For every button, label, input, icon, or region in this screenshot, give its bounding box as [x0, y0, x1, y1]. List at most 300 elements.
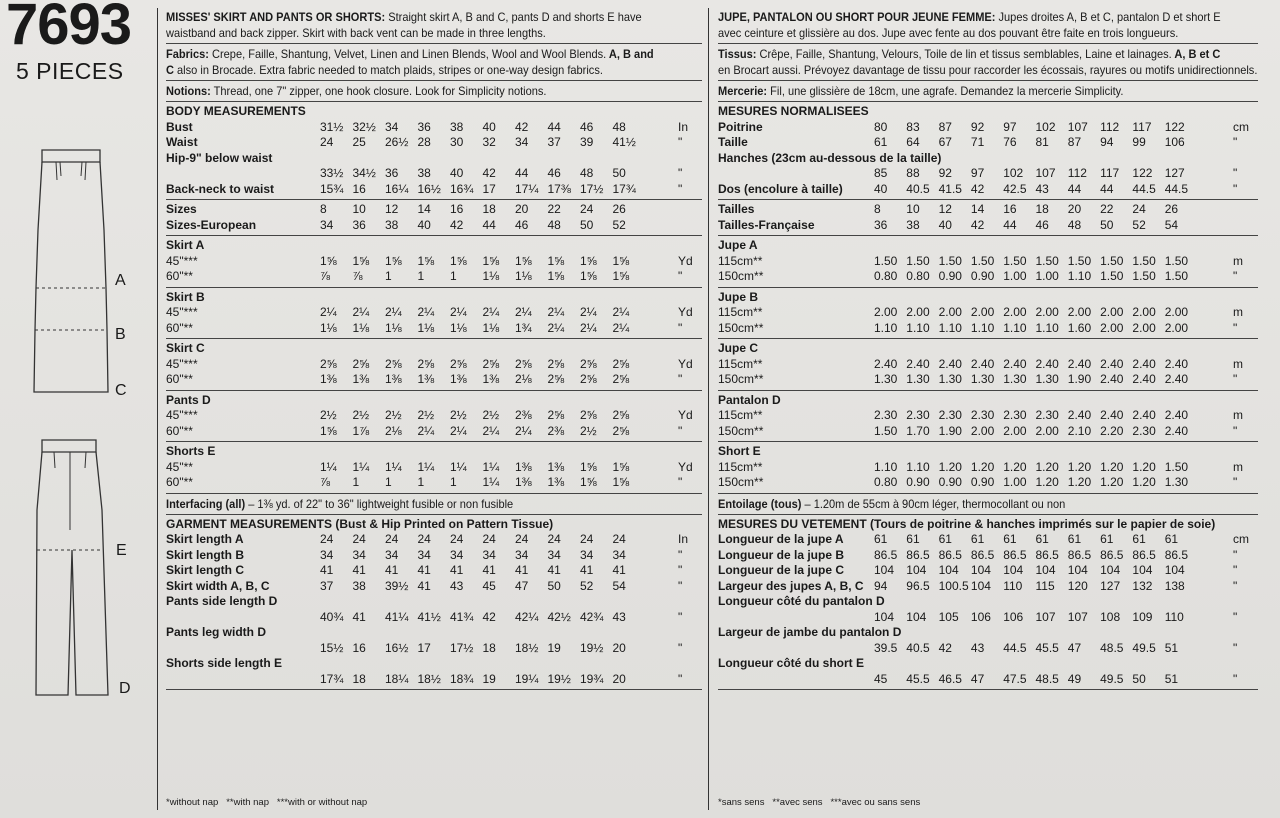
cell-value: 2½	[385, 408, 402, 422]
cell-value: 42	[515, 119, 529, 134]
unit: "	[678, 609, 683, 624]
cell-value: 2.40	[1164, 408, 1189, 422]
table-row	[718, 625, 1258, 641]
section-title-text: Shorts E	[166, 444, 216, 458]
divider	[166, 390, 702, 391]
section-title	[718, 104, 1258, 120]
cell-value: 49.5	[1100, 671, 1124, 686]
cell-value: 99	[1132, 135, 1146, 149]
row-name: Dos (encolure à taille)	[718, 181, 843, 196]
cell-value: 1⅛	[482, 320, 500, 335]
cell-value: 2.30	[938, 408, 962, 422]
cell-value: 2¼	[612, 305, 630, 319]
cell-value: 48	[547, 217, 561, 232]
cell-value: 1⅝	[612, 253, 630, 268]
cell-value: 106	[1003, 609, 1024, 624]
cell-value: 1.50	[970, 253, 995, 268]
cell-value: 105	[938, 609, 959, 624]
cell-value: 86.5	[1132, 547, 1156, 562]
cell-value: 87	[1067, 135, 1082, 149]
divider	[718, 235, 1258, 236]
cell-value: 40	[450, 166, 464, 180]
cell-value: 2⅝	[580, 356, 597, 371]
cell-value: 1⅜	[515, 475, 532, 489]
cell-value: 50	[1132, 671, 1146, 686]
product-description: avec ceinture et glissière au dos. Jupe avec fente au dos pouvant être faite en trois longueurs.	[718, 26, 1179, 40]
cell-value: 32	[482, 135, 496, 149]
cell-value: 34	[515, 547, 529, 562]
cell-value: 20	[1067, 202, 1082, 216]
cell-value: 44.5	[1164, 181, 1189, 196]
cell-value: 19¾	[580, 671, 604, 686]
cell-value: 48.5	[1100, 640, 1124, 655]
cell-value: 2.00	[906, 305, 930, 319]
cell-value: 86.5	[1164, 547, 1189, 562]
unit: "	[1233, 423, 1238, 438]
cell-value: 34	[450, 547, 464, 562]
cell-value: 1⅛	[385, 320, 402, 335]
table-row	[718, 182, 1258, 198]
cell-value: 41	[547, 563, 561, 577]
table-row	[166, 641, 702, 657]
cell-value: 1.10	[874, 459, 898, 474]
cell-value: 86.5	[1067, 547, 1092, 562]
cell-value: 1.30	[906, 372, 930, 386]
cell-value: 1	[385, 269, 392, 283]
cell-value: 18	[482, 202, 496, 216]
table-row	[718, 579, 1258, 595]
cell-value: 16¼	[385, 181, 409, 196]
cell-value: 36	[385, 166, 399, 180]
unit: "	[1233, 547, 1238, 562]
section-title-text: Skirt C	[166, 341, 205, 355]
cell-value: 2.20	[1100, 423, 1124, 438]
unit: "	[678, 320, 683, 335]
divider	[718, 514, 1258, 515]
row-name: Poitrine	[718, 119, 763, 134]
cell-value: 2½	[580, 423, 597, 438]
section-title	[166, 444, 702, 460]
cell-value: 46	[515, 217, 529, 232]
table-row	[718, 151, 1258, 167]
cell-value: 2.40	[1035, 356, 1059, 371]
product-title	[718, 9, 1221, 25]
cell-value: 43	[612, 609, 626, 624]
row-name: Sizes-European	[166, 217, 257, 232]
cell-value: 1⅜	[547, 475, 565, 489]
cell-value: 41	[385, 563, 399, 577]
cell-value: 34	[580, 547, 594, 562]
row-name: Pants leg width D	[166, 625, 267, 639]
section-title-text: Jupe B	[718, 289, 759, 304]
cell-value: 67	[938, 135, 952, 149]
cell-value: 1.90	[1067, 372, 1092, 386]
cell-value: 2⅝	[352, 356, 370, 371]
table-row	[166, 202, 702, 218]
cell-value: 61	[1132, 532, 1146, 546]
cell-value: 16¾	[450, 181, 474, 196]
cell-value: 1	[450, 269, 457, 283]
footnote-en: *without nap **with nap ***with or without nap	[166, 797, 368, 808]
cell-value: 2.00	[1067, 305, 1092, 319]
cell-value: 86.5	[906, 547, 930, 562]
cell-value: 0.90	[906, 475, 930, 489]
cell-value: 122	[1164, 119, 1185, 134]
cell-value: 104	[1164, 563, 1185, 577]
cell-value: 86.5	[1035, 547, 1059, 562]
cell-value: 51	[1164, 671, 1179, 686]
cell-value: 96.5	[906, 578, 930, 593]
cell-value: 2⅝	[547, 372, 565, 386]
cell-value: 19	[547, 640, 561, 655]
cell-value: 104	[874, 609, 895, 624]
cell-value: 1⅜	[482, 372, 500, 386]
cell-value: 18¾	[450, 671, 474, 686]
cell-value: 2½	[450, 408, 467, 422]
cell-value: 86.5	[970, 547, 995, 562]
cell-value: 1.20	[1035, 475, 1059, 489]
cell-value: 107	[1035, 166, 1056, 180]
cell-value: 100.5	[938, 578, 969, 593]
cell-value: 17⅜	[547, 181, 571, 196]
cell-value: 50	[612, 166, 626, 180]
cell-value: 17½	[450, 640, 474, 655]
cell-value: 47.5	[1003, 671, 1027, 686]
table-row	[718, 372, 1258, 388]
cell-value: 2.40	[1164, 372, 1189, 386]
view-label-d: D	[119, 680, 131, 697]
cell-value: 1¼	[417, 459, 435, 474]
cell-value: 1.20	[1067, 459, 1092, 474]
cell-value: 88	[906, 166, 920, 180]
cell-value: 41	[352, 609, 366, 624]
cell-value: 40	[938, 217, 952, 232]
cell-value: 30	[450, 135, 464, 149]
cell-value: 1.20	[1035, 459, 1059, 474]
cell-value: 38	[906, 217, 920, 232]
cell-value: 80	[874, 119, 888, 134]
table-row	[166, 182, 702, 198]
table-row	[166, 372, 702, 388]
cell-value: 1.10	[906, 320, 930, 335]
cell-value: 24	[515, 532, 529, 546]
cell-value: 17	[417, 640, 431, 655]
view-label-c: C	[115, 382, 127, 399]
cell-value: 2.40	[1067, 356, 1092, 371]
cell-value: 1.20	[1132, 475, 1156, 489]
cell-value: 61	[970, 532, 985, 546]
notions-text	[166, 83, 659, 99]
cell-value: 2.00	[970, 423, 995, 438]
cell-value: 1.30	[970, 372, 995, 386]
cell-value: 2¼	[385, 305, 402, 319]
table-row	[718, 218, 1258, 234]
cell-value: 50	[580, 217, 594, 232]
row-name: 150cm**	[718, 269, 764, 283]
table-row	[718, 532, 1258, 548]
cell-value: 112	[1100, 119, 1120, 134]
cell-value: 1.10	[906, 459, 930, 474]
row-name: 60"**	[166, 269, 193, 283]
divider	[166, 235, 702, 236]
cell-value: 41	[612, 563, 626, 577]
cell-value: 104	[1003, 563, 1024, 577]
cell-value: 46	[580, 119, 594, 134]
cell-value: 42¼	[515, 609, 539, 624]
fabrics-view-c: en	[718, 63, 731, 77]
cell-value: 117	[1100, 166, 1120, 180]
cell-value: 42	[450, 217, 464, 232]
cell-value: 138	[1164, 578, 1185, 593]
cell-value: 1.20	[938, 459, 962, 474]
cell-value: 1⅜	[515, 459, 532, 474]
cell-value: 2½	[352, 408, 370, 422]
cell-value: 24	[450, 532, 464, 546]
cell-value: 46.5	[938, 671, 962, 686]
cell-value: 1.90	[938, 423, 962, 438]
cell-value: 19½	[580, 640, 604, 655]
cell-value: 2¼	[450, 423, 467, 438]
unit: "	[1233, 320, 1238, 335]
row-name: 60"**	[166, 475, 193, 489]
cell-value: 94	[1100, 135, 1114, 149]
cell-value: 18	[1035, 202, 1049, 216]
table-row	[718, 563, 1258, 579]
unit: cm	[1233, 119, 1249, 134]
divider	[166, 338, 702, 339]
cell-value: 32½	[352, 119, 376, 134]
cell-value: 1.20	[1132, 459, 1156, 474]
cell-value: 2.00	[1035, 423, 1059, 438]
cell-value: 1.30	[938, 372, 962, 386]
cell-value: 2⅝	[580, 408, 597, 422]
cell-value: 61	[1067, 532, 1082, 546]
cell-value: 41	[417, 563, 431, 577]
cell-value: 107	[1035, 609, 1056, 624]
unit: "	[678, 563, 683, 577]
table-row	[718, 594, 1258, 610]
cell-value: ⅞	[320, 269, 331, 283]
table-row	[718, 254, 1258, 270]
cell-value: 120	[1067, 578, 1088, 593]
table-row	[718, 548, 1258, 564]
cell-value: 107	[1067, 609, 1088, 624]
cell-value: 42¾	[580, 609, 604, 624]
cell-value: 1.20	[1067, 475, 1092, 489]
cell-value: 42	[970, 217, 985, 232]
cell-value: 20	[612, 640, 626, 655]
table-row	[166, 254, 702, 270]
cell-value: 1¼	[385, 459, 402, 474]
cell-value: 41½	[417, 609, 441, 624]
divider	[166, 199, 702, 200]
pants-sketch	[36, 440, 108, 695]
unit: "	[678, 671, 683, 686]
row-name: 45"***	[166, 305, 198, 319]
cell-value: 104	[970, 563, 991, 577]
table-row	[166, 269, 702, 285]
cell-value: 64	[906, 135, 920, 149]
cell-value: 14	[417, 202, 431, 216]
cell-value: 1⅛	[417, 320, 435, 335]
cell-value: 97	[1003, 119, 1017, 134]
table-row	[166, 424, 702, 440]
cell-value: 1⅝	[547, 269, 565, 283]
cell-value: 2.40	[1100, 372, 1124, 386]
section-title	[718, 341, 1258, 357]
table-row	[166, 120, 702, 136]
fabrics-label: Tissus:	[718, 47, 757, 61]
cell-value: 17½	[580, 181, 604, 196]
english-column	[166, 9, 702, 692]
cell-value: 2⅝	[320, 356, 337, 371]
unit: "	[678, 166, 683, 180]
cell-value: 41	[450, 563, 464, 577]
cell-value: 16	[352, 640, 366, 655]
row-name: 115cm**	[718, 408, 763, 422]
row-name: Longueur côté du pantalon D	[718, 594, 885, 608]
section-title	[718, 517, 1258, 533]
section-title-text: MESURES DU VETEMENT (Tours de poitrine & hanches imprimés sur le papier de soie)	[718, 516, 1216, 531]
cell-value: 2.40	[1164, 423, 1189, 438]
title-bold: JUPE, PANTALON OU SHORT POUR JEUNE FEMME:	[718, 10, 996, 24]
skirt-sketch	[34, 150, 108, 392]
table-row	[166, 135, 702, 151]
cell-value: 2.00	[874, 305, 898, 319]
row-name: 150cm**	[718, 320, 764, 335]
cell-value: 104	[938, 563, 959, 577]
cell-value: 33½	[320, 166, 344, 180]
cell-value: 1¼	[482, 459, 500, 474]
row-name: Longueur de la jupe A	[718, 532, 844, 546]
cell-value: 20	[515, 202, 529, 216]
cell-value: 1.50	[1132, 253, 1156, 268]
cell-value: 37	[547, 135, 561, 149]
cell-value: 85	[874, 166, 888, 180]
cell-value: 17¼	[515, 181, 539, 196]
cell-value: ⅞	[320, 475, 331, 489]
divider	[718, 287, 1258, 288]
cell-value: 18½	[515, 640, 539, 655]
cell-value: 34½	[352, 166, 376, 180]
cell-value: 0.90	[938, 269, 962, 283]
cell-value: 127	[1164, 166, 1185, 180]
table-row	[166, 532, 702, 548]
cell-value: 41¼	[385, 609, 409, 624]
cell-value: 47	[970, 671, 985, 686]
cell-value: 34	[612, 547, 626, 562]
row-name: Skirt length A	[166, 532, 244, 546]
row-name: Hip-9" below waist	[166, 150, 273, 165]
cell-value: 127	[1100, 578, 1121, 593]
cell-value: 26	[1164, 202, 1179, 216]
cell-value: 36	[874, 217, 888, 232]
cell-value: 1.70	[906, 423, 930, 438]
cell-value: 2.40	[1100, 408, 1124, 422]
unit: "	[1233, 475, 1238, 489]
cell-value: 43	[970, 640, 985, 655]
cell-value: 18¼	[385, 671, 409, 686]
cell-value: 2.00	[1003, 305, 1027, 319]
cell-value: 52	[612, 217, 626, 232]
unit: Yd	[678, 253, 693, 268]
cell-value: 25	[352, 135, 366, 149]
cell-value: 2½	[482, 408, 500, 422]
cell-value: 1⅝	[385, 253, 402, 268]
row-name: 150cm**	[718, 423, 764, 438]
cell-value: 1.10	[1035, 320, 1059, 335]
cell-value: 87	[938, 119, 952, 134]
interfacing-text	[718, 496, 1215, 512]
cell-value: 2.40	[938, 356, 962, 371]
fabrics-text-2	[166, 62, 659, 78]
table-row	[718, 321, 1258, 337]
interfacing-label: Interfacing (all)	[166, 496, 246, 511]
cell-value: 40	[482, 119, 496, 134]
table-row	[166, 548, 702, 564]
unit: "	[1233, 609, 1238, 624]
table-row	[718, 120, 1258, 136]
section-title-text: Jupe A	[718, 238, 758, 252]
product-description: waistband and back zipper. Skirt with back vent can be made in three lengths.	[166, 26, 546, 40]
row-name: 60"**	[166, 423, 193, 438]
divider	[166, 43, 702, 44]
cell-value: 0.90	[938, 475, 962, 489]
cell-value: 61	[1003, 532, 1017, 546]
cell-value: 2.40	[1067, 408, 1092, 422]
cell-value: 86.5	[1003, 547, 1027, 562]
table-row	[718, 357, 1258, 373]
unit: "	[1233, 563, 1238, 577]
cell-value: 38	[417, 166, 431, 180]
section-title	[718, 238, 1258, 254]
unit: "	[678, 181, 683, 196]
cell-value: 38	[450, 119, 464, 134]
cell-value: 1.50	[874, 423, 898, 438]
divider	[718, 493, 1258, 494]
table-row	[166, 563, 702, 579]
cell-value: 1.20	[1100, 459, 1124, 474]
divider-center	[708, 8, 709, 810]
cell-value: 19¼	[515, 671, 539, 686]
section-title-text: MESURES NORMALISEES	[718, 104, 869, 118]
cell-value: 104	[1067, 563, 1088, 577]
row-name: 115cm**	[718, 459, 763, 474]
unit: "	[1233, 181, 1238, 196]
cell-value: 1.20	[1003, 459, 1027, 474]
cell-value: 0.90	[970, 475, 995, 489]
cell-value: 47	[1067, 640, 1082, 655]
cell-value: 2¼	[450, 305, 467, 319]
cell-value: 34	[482, 547, 496, 562]
cell-value: 1.20	[1100, 475, 1124, 489]
table-row	[718, 641, 1258, 657]
cell-value: 2¼	[482, 423, 500, 438]
cell-value: 2.00	[970, 305, 995, 319]
cell-value: 2¼	[515, 423, 532, 438]
cell-value: 1.10	[970, 320, 995, 335]
fabrics-text-2	[718, 62, 1258, 78]
table-row	[718, 269, 1258, 285]
cell-value: 110	[1003, 578, 1023, 593]
cell-value: 92	[938, 166, 952, 180]
cell-value: 2⅛	[515, 372, 532, 386]
cell-value: 16	[450, 202, 464, 216]
cell-value: 1⅝	[515, 253, 532, 268]
section-title	[166, 341, 702, 357]
cell-value: 0.90	[970, 269, 995, 283]
unit: In	[678, 119, 689, 134]
